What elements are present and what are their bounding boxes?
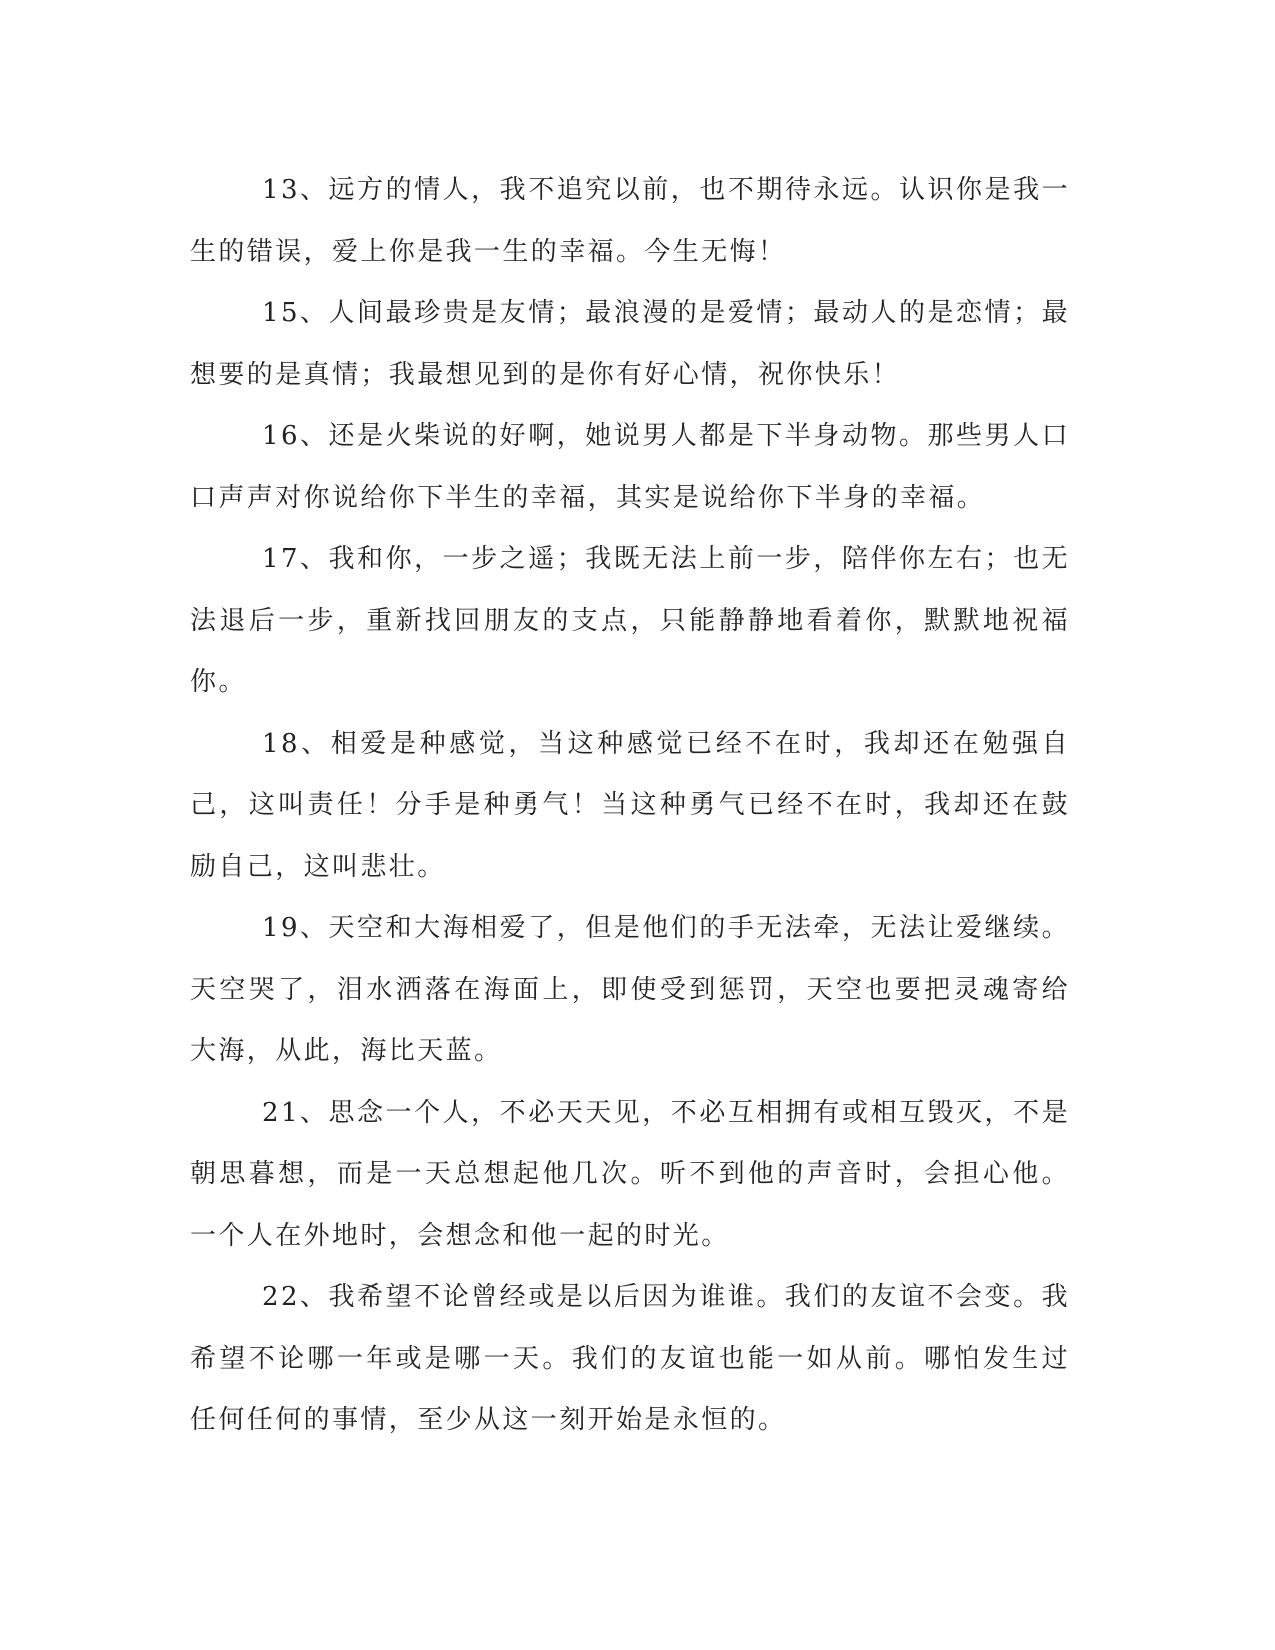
paragraph-22: 22、我希望不论曾经或是以后因为谁谁。我们的友谊不会变。我希望不论哪一年或是哪一天。我们的友谊也能一如从前。哪怕发生过任何任何的事情，至少从这一刻开始是永恒的。 — [190, 1282, 1070, 1435]
paragraph-13: 13、远方的情人，我不追究以前，也不期待永远。认识你是我一生的错误，爱上你是我一生的幸福。今生无悔！ — [190, 175, 1070, 267]
paragraph-18: 18、相爱是种感觉，当这种感觉已经不在时，我却还在勉强自己，这叫责任！分手是种勇气！当这种勇气已经不在时，我却还在鼓励自己，这叫悲壮。 — [190, 728, 1070, 882]
paragraph-21: 21、思念一个人，不必天天见，不必互相拥有或相互毁灭，不是朝思暮想，而是一天总想起他几次。听不到他的声音时，会担心他。一个人在外地时，会想念和他一起的时光。 — [190, 1097, 1070, 1251]
document-body — [190, 160, 1070, 1452]
paragraph-19: 19、天空和大海相爱了，但是他们的手无法牵，无法让爱继续。天空哭了，泪水洒落在海面上，即使受到惩罚，天空也要把灵魂寄给大海，从此，海比天蓝。 — [190, 913, 1070, 1066]
paragraph-16: 16、还是火柴说的好啊，她说男人都是下半身动物。那些男人口口声声对你说给你下半生的幸福，其实是说给你下半身的幸福。 — [190, 421, 1070, 513]
paragraph-17: 17、我和你，一步之遥；我既无法上前一步，陪伴你左右；也无法退后一步，重新找回朋友的支点，只能静静地看着你，默默地祝福你。 — [190, 544, 1070, 697]
paragraph-15: 15、人间最珍贵是友情；最浪漫的是爱情；最动人的是恋情；最想要的是真情；我最想见到的是你有好心情，祝你快乐！ — [190, 298, 1070, 390]
